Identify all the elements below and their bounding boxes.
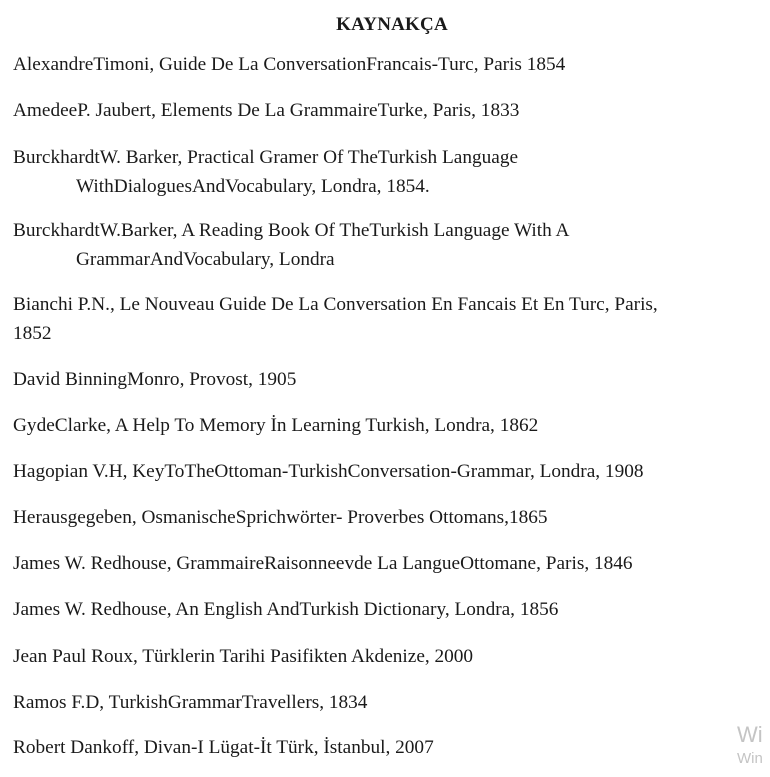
entry-line-1: AmedeeP. Jaubert, Elements De La GrammaireTurke, Paris, 1833 [13,100,520,121]
bibliography-entry [13,688,367,717]
bibliography-entry [13,549,633,578]
entry-line-1: Jean Paul Roux, Türklerin Tarihi Pasifikten Akdenize, 2000 [13,646,474,667]
bibliography-entry [13,50,565,79]
entry-line-1: Herausgegeben, OsmanischeSprichwörter- Proverbes Ottomans,1865 [13,507,548,528]
bibliography-entry [13,733,434,762]
bibliography-entry [13,216,569,274]
bibliography-entry [13,143,518,201]
bibliography-entry [13,411,538,440]
entry-line-2: WithDialoguesAndVocabulary, Londra, 1854. [76,176,430,197]
bibliography-entry [13,290,658,348]
entry-line-1: BurckhardtW. Barker, Practical Gramer Of TheTurkish Language [13,147,519,168]
bibliography-entry [13,595,558,624]
entry-line-1: David BinningMonro, Provost, 1905 [13,369,297,390]
entry-line-1: James W. Redhouse, An English AndTurkish Dictionary, Londra, 1856 [13,599,559,620]
bibliography-entry [13,365,296,394]
activation-watermark-line-1: Wi [737,722,763,747]
entry-line-1: BurckhardtW.Barker, A Reading Book Of TheTurkish Language With A [13,220,570,241]
bibliography-entry [13,503,548,532]
entry-line-1: James W. Redhouse, GrammaireRaisonneevde La LangueOttomane, Paris, 1846 [13,553,633,574]
entry-line-1: Bianchi P.N., Le Nouveau Guide De La Conversation En Fancais Et En Turc, Paris, [13,294,658,315]
activation-watermark-line-2: Win [737,750,763,767]
entry-line-1: AlexandreTimoni, Guide De La ConversationFrancais-Turc, Paris 1854 [13,54,566,75]
bibliography-heading: KAYNAKÇA [336,14,448,35]
bibliography-entry [13,457,644,486]
entry-line-1: Hagopian V.H, KeyToTheOttoman-TurkishConversation-Grammar, Londra, 1908 [13,461,644,482]
entry-line-1: GydeClarke, A Help To Memory İn Learning Turkish, Londra, 1862 [13,415,539,436]
entry-line-1: Robert Dankoff, Divan-I Lügat-İt Türk, İstanbul, 2007 [13,737,434,758]
entry-line-2: 1852 [13,323,52,344]
entry-line-1: Ramos F.D, TurkishGrammarTravellers, 1834 [13,692,368,713]
bibliography-entry [13,642,473,671]
bibliography-entry [13,96,519,125]
entry-line-2: GrammarAndVocabulary, Londra [76,249,335,270]
